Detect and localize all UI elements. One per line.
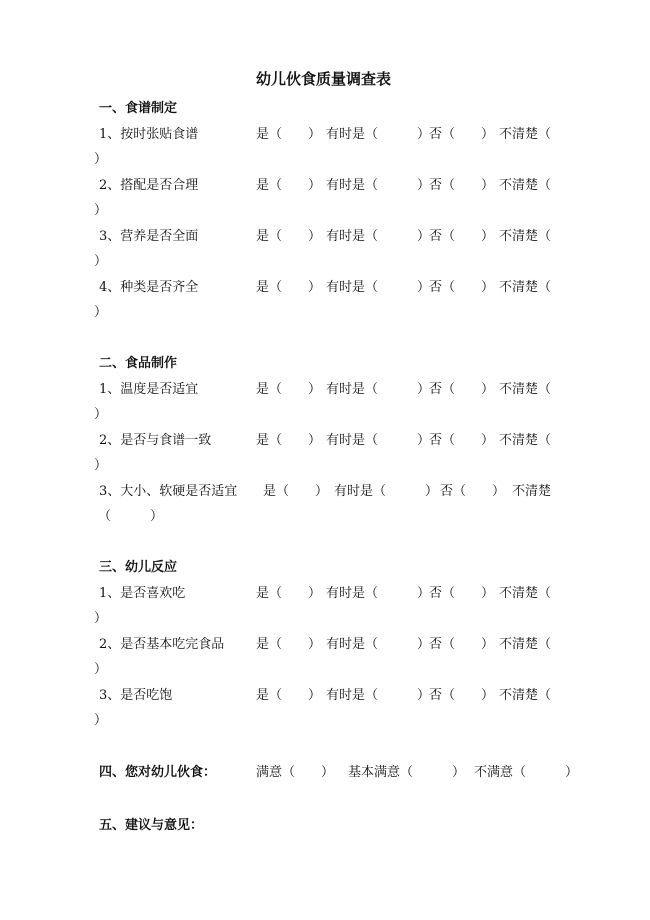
- option-unsure-close: ）: [94, 662, 108, 677]
- option-sometimes[interactable]: 有时是（ ）: [326, 229, 431, 244]
- option-no[interactable]: 否（ ）: [440, 484, 506, 499]
- option-sometimes[interactable]: 有时是（ ）: [334, 484, 439, 499]
- option-unsure-close: ）: [94, 152, 108, 167]
- section-heading: 五、建议与意见：: [99, 818, 204, 833]
- question-label: 2、是否基本吃完食品: [99, 637, 225, 652]
- option-yes[interactable]: 是（ ）: [256, 433, 322, 448]
- option-no[interactable]: 否（ ）: [429, 178, 495, 193]
- option-unsatisfied[interactable]: 不满意（ ）: [474, 765, 579, 780]
- option-sometimes[interactable]: 有时是（ ）: [326, 586, 431, 601]
- option-unsure[interactable]: 不清楚（: [499, 127, 552, 142]
- question-label: 4、种类是否齐全: [99, 280, 199, 295]
- option-satisfied[interactable]: 满意（ ）: [256, 765, 335, 780]
- section-heading: 四、您对幼儿伙食：: [99, 765, 217, 780]
- option-sometimes[interactable]: 有时是（ ）: [326, 433, 431, 448]
- question-label: 3、营养是否全面: [99, 229, 199, 244]
- option-yes[interactable]: 是（ ）: [256, 586, 322, 601]
- option-unsure-close: ）: [94, 203, 108, 218]
- section-heading: 一、食谱制定: [99, 101, 178, 116]
- option-no[interactable]: 否（ ）: [429, 127, 495, 142]
- option-no[interactable]: 否（ ）: [429, 382, 495, 397]
- option-sometimes[interactable]: 有时是（ ）: [326, 178, 431, 193]
- option-sometimes[interactable]: 有时是（ ）: [326, 637, 431, 652]
- option-unsure[interactable]: 不清楚: [512, 484, 552, 499]
- option-unsure-close: ）: [94, 611, 108, 626]
- option-unsure[interactable]: 不清楚（: [499, 280, 552, 295]
- question-label: 2、是否与食谱一致: [99, 433, 212, 448]
- page-title: 幼儿伙食质量调查表: [256, 70, 392, 88]
- option-yes[interactable]: 是（ ）: [256, 280, 322, 295]
- option-no[interactable]: 否（ ）: [429, 637, 495, 652]
- option-yes[interactable]: 是（ ）: [256, 637, 322, 652]
- option-no[interactable]: 否（ ）: [429, 433, 495, 448]
- option-unsure[interactable]: 不清楚（: [499, 688, 552, 703]
- option-sometimes[interactable]: 有时是（ ）: [326, 382, 431, 397]
- option-sometimes[interactable]: 有时是（ ）: [326, 688, 431, 703]
- option-no[interactable]: 否（ ）: [429, 280, 495, 295]
- option-yes[interactable]: 是（ ）: [256, 688, 322, 703]
- option-yes[interactable]: 是（ ）: [256, 229, 322, 244]
- option-unsure-close: ）: [94, 458, 108, 473]
- option-unsure-close: ）: [94, 305, 108, 320]
- question-label: 3、大小、软硬是否适宜: [99, 484, 238, 499]
- option-unsure[interactable]: 不清楚（: [499, 178, 552, 193]
- option-unsure[interactable]: 不清楚（: [499, 229, 552, 244]
- option-unsure-close: ）: [94, 254, 108, 269]
- section-heading: 三、幼儿反应: [99, 560, 178, 575]
- question-label: 1、按时张贴食谱: [99, 127, 199, 142]
- option-unsure-close: （ ）: [98, 509, 164, 524]
- option-unsure[interactable]: 不清楚（: [499, 637, 552, 652]
- question-label: 3、是否吃饱: [99, 688, 173, 703]
- option-no[interactable]: 否（ ）: [429, 229, 495, 244]
- option-mostly-satisfied[interactable]: 基本满意（ ）: [348, 765, 466, 780]
- option-yes[interactable]: 是（ ）: [263, 484, 329, 499]
- option-yes[interactable]: 是（ ）: [256, 127, 322, 142]
- option-unsure-close: ）: [94, 713, 108, 728]
- option-unsure-close: ）: [94, 407, 108, 422]
- option-no[interactable]: 否（ ）: [429, 688, 495, 703]
- question-label: 1、温度是否适宜: [99, 382, 199, 397]
- option-sometimes[interactable]: 有时是（ ）: [326, 127, 431, 142]
- option-unsure[interactable]: 不清楚（: [499, 382, 552, 397]
- option-unsure[interactable]: 不清楚（: [499, 433, 552, 448]
- option-yes[interactable]: 是（ ）: [256, 382, 322, 397]
- option-no[interactable]: 否（ ）: [429, 586, 495, 601]
- question-label: 2、搭配是否合理: [99, 178, 199, 193]
- section-heading: 二、食品制作: [99, 356, 178, 371]
- question-label: 1、是否喜欢吃: [99, 586, 186, 601]
- option-unsure[interactable]: 不清楚（: [499, 586, 552, 601]
- option-sometimes[interactable]: 有时是（ ）: [326, 280, 431, 295]
- option-yes[interactable]: 是（ ）: [256, 178, 322, 193]
